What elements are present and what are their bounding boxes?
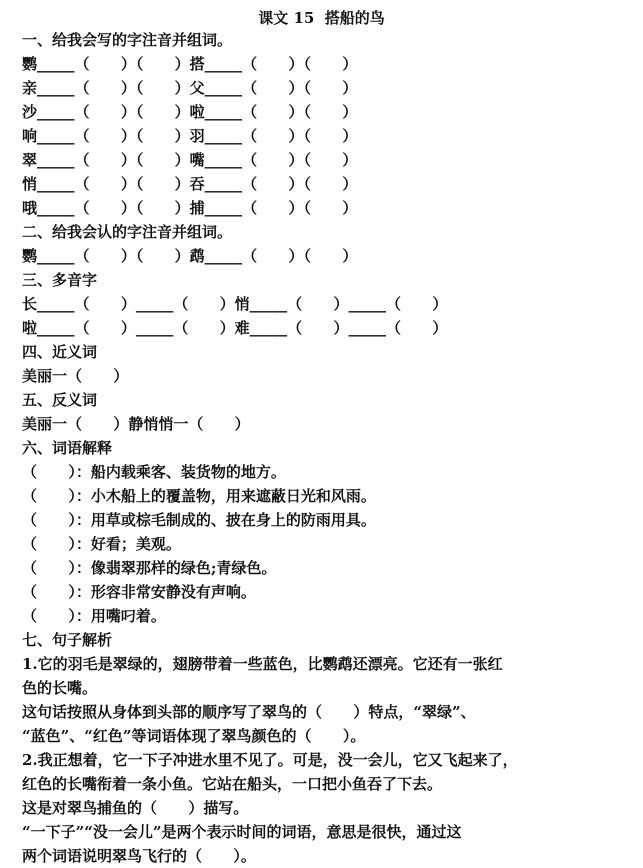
worksheet-line: （ ）：船内载乘客、装货物的地方。 xyxy=(22,463,286,481)
worksheet-line: “蓝色”、“红色”等词语体现了翠鸟颜色的（ ）。 xyxy=(22,727,366,745)
worksheet-line: 五、反义词 xyxy=(22,391,98,409)
worksheet-line: 悄_____（ ）（ ）吞_____（ ）（ ） xyxy=(22,175,358,193)
worksheet-line: （ ）：用草或棕毛制成的、披在身上的防雨用具。 xyxy=(22,511,376,529)
worksheet-line: 两个词语说明翠鸟飞行的（ ）。 xyxy=(22,847,256,865)
worksheet-line: 色的长嘴。 xyxy=(22,679,98,697)
worksheet-line: （ ）：像翡翠那样的绿色;青绿色。 xyxy=(22,559,277,577)
worksheet-line: 七、句子解析 xyxy=(22,631,113,649)
worksheet-line: “一下子”“没一会儿”是两个表示时间的词语，意思是很快，通过这 xyxy=(22,823,462,841)
worksheet-line: （ ）：用嘴叼着。 xyxy=(22,607,166,625)
worksheet-line: 响_____（ ）（ ）羽_____（ ）（ ） xyxy=(22,127,358,145)
worksheet-line: 亲_____（ ）（ ）父_____（ ）（ ） xyxy=(22,79,358,97)
worksheet-line: 翠_____（ ）（ ）嘴_____（ ）（ ） xyxy=(22,151,358,169)
worksheet-line: 三、多音字 xyxy=(22,271,98,289)
worksheet-line: 哦_____（ ）（ ）捕_____（ ）（ ） xyxy=(22,199,358,217)
worksheet-line: 1.它的羽毛是翠绿的，翅膀带着一些蓝色，比鹦鹉还漂亮。它还有一张红 xyxy=(22,655,503,673)
worksheet-line: 二、给我会认的字注音并组词。 xyxy=(22,223,233,241)
worksheet-line: 一、给我会写的字注音并组词。 xyxy=(22,31,233,49)
worksheet-line: 长_____（ ）_____（ ）悄_____（ ）_____（ ） xyxy=(22,295,448,313)
worksheet-line: （ ）：小木船上的覆盖物，用来遮蔽日光和风雨。 xyxy=(22,487,376,505)
worksheet-line: 鹦_____（ ）（ ）鹉_____（ ）（ ） xyxy=(22,247,358,265)
worksheet-line: 红色的长嘴衔着一条小鱼。它站在船头，一口把小鱼吞了下去。 xyxy=(22,775,443,793)
page-title: 课文 15 搭船的鸟 xyxy=(258,9,385,27)
worksheet-line: 这是对翠鸟捕鱼的（ ）描写。 xyxy=(22,799,249,817)
worksheet-line: 这句话按照从身体到头部的顺序写了翠鸟的（ ）特点，“翠绿”、 xyxy=(22,703,476,721)
worksheet-line: （ ）：形容非常安静没有声响。 xyxy=(22,583,256,601)
worksheet-line: 美丽一（ ）静悄悄一（ ） xyxy=(22,415,250,433)
worksheet-line: 鹦_____（ ）（ ）搭_____（ ）（ ） xyxy=(22,55,358,73)
worksheet-line: 沙_____（ ）（ ）啦_____（ ）（ ） xyxy=(22,103,358,121)
worksheet-line: 六、词语解释 xyxy=(22,439,113,457)
worksheet-line: 啦_____（ ）_____（ ）难_____（ ）_____（ ） xyxy=(22,319,448,337)
worksheet-line: （ ）：好看；美观。 xyxy=(22,535,181,553)
worksheet-line: 2.我正想着，它一下子冲进水里不见了。可是，没一会儿，它又飞起来了， xyxy=(22,751,518,769)
worksheet-line: 四、近义词 xyxy=(22,343,98,361)
worksheet-line: 美丽一（ ） xyxy=(22,367,129,385)
